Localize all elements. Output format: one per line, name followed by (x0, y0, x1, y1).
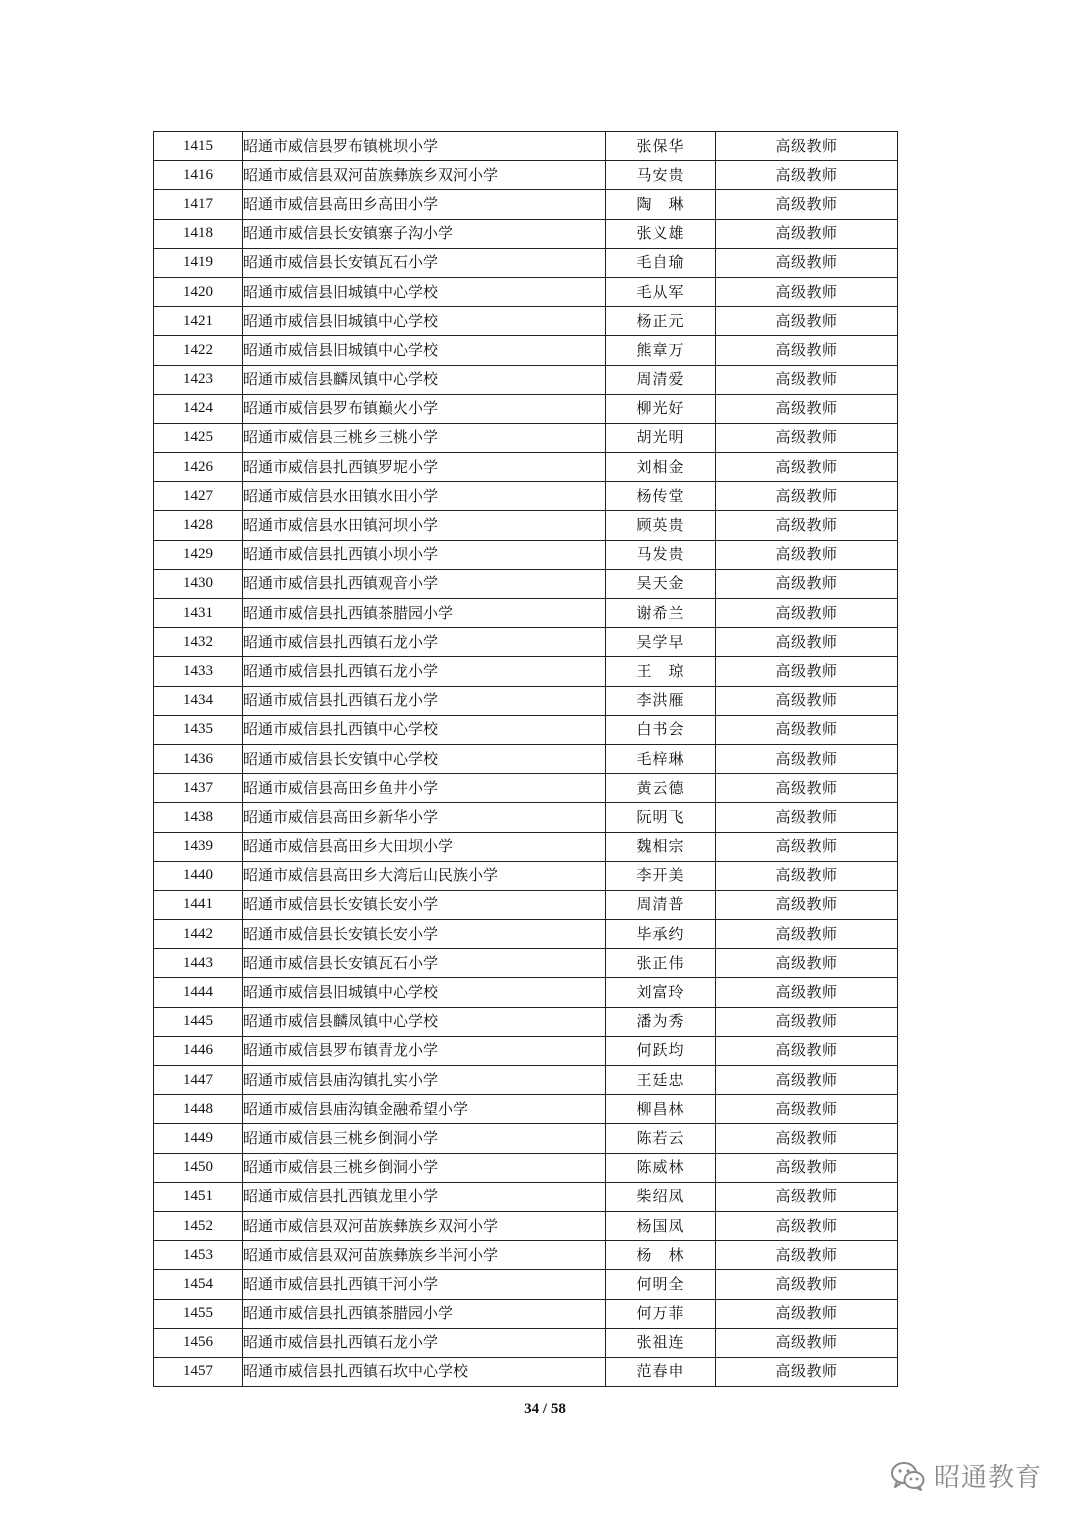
table-row (154, 482, 898, 511)
title-cell: 高级教师 (716, 599, 898, 628)
teacher-name-cell: 马发贵 (606, 540, 716, 569)
table-row (154, 1153, 898, 1182)
table-body (154, 132, 898, 1387)
table-row (154, 307, 898, 336)
title-cell: 高级教师 (716, 1182, 898, 1211)
school-cell: 昭通市威信县长安镇寨子沟小学 (243, 219, 606, 248)
teacher-name-cell: 柳光好 (606, 394, 716, 423)
row-number-cell: 1434 (154, 686, 243, 715)
table-row (154, 511, 898, 540)
school-cell: 昭通市威信县罗布镇巅火小学 (243, 394, 606, 423)
table-row (154, 1182, 898, 1211)
title-cell: 高级教师 (716, 219, 898, 248)
teacher-name-cell: 王廷忠 (606, 1066, 716, 1095)
teacher-name-cell: 李洪雁 (606, 686, 716, 715)
title-cell: 高级教师 (716, 423, 898, 452)
table-row (154, 1299, 898, 1328)
table-row (154, 1357, 898, 1386)
teacher-name-cell: 何万菲 (606, 1299, 716, 1328)
table-row (154, 365, 898, 394)
teacher-name-cell: 熊章万 (606, 336, 716, 365)
table-row (154, 861, 898, 890)
row-number-cell: 1418 (154, 219, 243, 248)
title-cell: 高级教师 (716, 1357, 898, 1386)
table-row (154, 277, 898, 306)
teacher-name-cell: 刘相金 (606, 453, 716, 482)
row-number-cell: 1455 (154, 1299, 243, 1328)
teacher-name-cell: 何明全 (606, 1270, 716, 1299)
row-number-cell: 1444 (154, 978, 243, 1007)
row-number-cell: 1431 (154, 599, 243, 628)
school-cell: 昭通市威信县扎西镇干河小学 (243, 1270, 606, 1299)
row-number-cell: 1416 (154, 161, 243, 190)
title-cell: 高级教师 (716, 744, 898, 773)
title-cell: 高级教师 (716, 394, 898, 423)
school-cell: 昭通市威信县高田乡大田坝小学 (243, 832, 606, 861)
teacher-name-cell: 杨 林 (606, 1241, 716, 1270)
teacher-name-cell: 陶 琳 (606, 190, 716, 219)
school-cell: 昭通市威信县水田镇水田小学 (243, 482, 606, 511)
school-cell: 昭通市威信县罗布镇青龙小学 (243, 1036, 606, 1065)
table-row (154, 920, 898, 949)
row-number-cell: 1419 (154, 248, 243, 277)
teacher-name-cell: 吴学早 (606, 628, 716, 657)
table-row (154, 248, 898, 277)
table-row (154, 1124, 898, 1153)
table-row (154, 774, 898, 803)
table-row (154, 336, 898, 365)
table-row (154, 540, 898, 569)
title-cell: 高级教师 (716, 277, 898, 306)
school-cell: 昭通市威信县麟凤镇中心学校 (243, 1007, 606, 1036)
title-cell: 高级教师 (716, 1095, 898, 1124)
school-cell: 昭通市威信县扎西镇罗坭小学 (243, 453, 606, 482)
row-number-cell: 1449 (154, 1124, 243, 1153)
teacher-name-cell: 毛梓琳 (606, 744, 716, 773)
row-number-cell: 1453 (154, 1241, 243, 1270)
teacher-name-cell: 杨正元 (606, 307, 716, 336)
row-number-cell: 1443 (154, 949, 243, 978)
school-cell: 昭通市威信县双河苗族彝族乡半河小学 (243, 1241, 606, 1270)
row-number-cell: 1417 (154, 190, 243, 219)
teacher-name-cell: 黄云德 (606, 774, 716, 803)
title-cell: 高级教师 (716, 657, 898, 686)
table-row (154, 890, 898, 919)
row-number-cell: 1440 (154, 861, 243, 890)
row-number-cell: 1436 (154, 744, 243, 773)
title-cell: 高级教师 (716, 569, 898, 598)
title-cell: 高级教师 (716, 482, 898, 511)
title-cell: 高级教师 (716, 511, 898, 540)
row-number-cell: 1424 (154, 394, 243, 423)
row-number-cell: 1426 (154, 453, 243, 482)
row-number-cell: 1447 (154, 1066, 243, 1095)
row-number-cell: 1437 (154, 774, 243, 803)
school-cell: 昭通市威信县高田乡大湾后山民族小学 (243, 861, 606, 890)
school-cell: 昭通市威信县长安镇长安小学 (243, 890, 606, 919)
teacher-name-cell: 毛自瑜 (606, 248, 716, 277)
row-number-cell: 1457 (154, 1357, 243, 1386)
school-cell: 昭通市威信县高田乡高田小学 (243, 190, 606, 219)
row-number-cell: 1421 (154, 307, 243, 336)
row-number-cell: 1441 (154, 890, 243, 919)
title-cell: 高级教师 (716, 1007, 898, 1036)
table-row (154, 190, 898, 219)
table-row (154, 132, 898, 161)
school-cell: 昭通市威信县双河苗族彝族乡双河小学 (243, 161, 606, 190)
row-number-cell: 1435 (154, 715, 243, 744)
title-cell: 高级教师 (716, 248, 898, 277)
school-cell: 昭通市威信县庙沟镇金融希望小学 (243, 1095, 606, 1124)
row-number-cell: 1429 (154, 540, 243, 569)
row-number-cell: 1442 (154, 920, 243, 949)
title-cell: 高级教师 (716, 920, 898, 949)
teacher-name-cell: 范春申 (606, 1357, 716, 1386)
teacher-name-cell: 张正伟 (606, 949, 716, 978)
row-number-cell: 1430 (154, 569, 243, 598)
school-cell: 昭通市威信县高田乡新华小学 (243, 803, 606, 832)
school-cell: 昭通市威信县扎西镇中心学校 (243, 715, 606, 744)
row-number-cell: 1422 (154, 336, 243, 365)
watermark-text: 昭通教育 (933, 1463, 1042, 1493)
teacher-name-cell: 周清爱 (606, 365, 716, 394)
title-cell: 高级教师 (716, 365, 898, 394)
school-cell: 昭通市威信县扎西镇龙里小学 (243, 1182, 606, 1211)
row-number-cell: 1428 (154, 511, 243, 540)
teacher-name-cell: 张祖连 (606, 1328, 716, 1357)
page-number: 34 / 58 (524, 1401, 566, 1417)
row-number-cell: 1425 (154, 423, 243, 452)
table-row (154, 1095, 898, 1124)
title-cell: 高级教师 (716, 1036, 898, 1065)
school-cell: 昭通市威信县扎西镇小坝小学 (243, 540, 606, 569)
teacher-name-cell: 刘富玲 (606, 978, 716, 1007)
school-cell: 昭通市威信县旧城镇中心学校 (243, 336, 606, 365)
title-cell: 高级教师 (716, 336, 898, 365)
teacher-name-cell: 李开美 (606, 861, 716, 890)
table-row (154, 1036, 898, 1065)
teacher-name-cell: 柳昌林 (606, 1095, 716, 1124)
wechat-icon (890, 1460, 926, 1492)
row-number-cell: 1433 (154, 657, 243, 686)
title-cell: 高级教师 (716, 978, 898, 1007)
row-number-cell: 1438 (154, 803, 243, 832)
school-cell: 昭通市威信县三桃乡倒洞小学 (243, 1124, 606, 1153)
school-cell: 昭通市威信县庙沟镇扎实小学 (243, 1066, 606, 1095)
row-number-cell: 1446 (154, 1036, 243, 1065)
title-cell: 高级教师 (716, 161, 898, 190)
table-row (154, 161, 898, 190)
teacher-name-cell: 潘为秀 (606, 1007, 716, 1036)
title-cell: 高级教师 (716, 1066, 898, 1095)
table-row (154, 1066, 898, 1095)
title-cell: 高级教师 (716, 628, 898, 657)
title-cell: 高级教师 (716, 715, 898, 744)
title-cell: 高级教师 (716, 890, 898, 919)
title-cell: 高级教师 (716, 1211, 898, 1240)
school-cell: 昭通市威信县长安镇长安小学 (243, 920, 606, 949)
title-cell: 高级教师 (716, 774, 898, 803)
teacher-roster-table (153, 131, 898, 1387)
teacher-name-cell: 吴天金 (606, 569, 716, 598)
row-number-cell: 1420 (154, 277, 243, 306)
title-cell: 高级教师 (716, 1270, 898, 1299)
row-number-cell: 1439 (154, 832, 243, 861)
account-watermark (890, 1457, 1042, 1494)
table-row (154, 744, 898, 773)
row-number-cell: 1432 (154, 628, 243, 657)
teacher-name-cell: 陈若云 (606, 1124, 716, 1153)
row-number-cell: 1454 (154, 1270, 243, 1299)
school-cell: 昭通市威信县高田乡鱼井小学 (243, 774, 606, 803)
table-row (154, 599, 898, 628)
title-cell: 高级教师 (716, 132, 898, 161)
table-row (154, 686, 898, 715)
title-cell: 高级教师 (716, 1299, 898, 1328)
school-cell: 昭通市威信县长安镇中心学校 (243, 744, 606, 773)
school-cell: 昭通市威信县扎西镇石坎中心学校 (243, 1357, 606, 1386)
row-number-cell: 1445 (154, 1007, 243, 1036)
table-row (154, 949, 898, 978)
teacher-name-cell: 毕承约 (606, 920, 716, 949)
title-cell: 高级教师 (716, 453, 898, 482)
title-cell: 高级教师 (716, 1241, 898, 1270)
table-row (154, 628, 898, 657)
teacher-name-cell: 魏相宗 (606, 832, 716, 861)
title-cell: 高级教师 (716, 540, 898, 569)
title-cell: 高级教师 (716, 803, 898, 832)
teacher-name-cell: 杨传堂 (606, 482, 716, 511)
school-cell: 昭通市威信县双河苗族彝族乡双河小学 (243, 1211, 606, 1240)
teacher-name-cell: 胡光明 (606, 423, 716, 452)
title-cell: 高级教师 (716, 686, 898, 715)
teacher-name-cell: 杨国凤 (606, 1211, 716, 1240)
school-cell: 昭通市威信县三桃乡倒洞小学 (243, 1153, 606, 1182)
row-number-cell: 1456 (154, 1328, 243, 1357)
school-cell: 昭通市威信县扎西镇茶腊园小学 (243, 599, 606, 628)
school-cell: 昭通市威信县长安镇瓦石小学 (243, 949, 606, 978)
teacher-name-cell: 马安贵 (606, 161, 716, 190)
school-cell: 昭通市威信县水田镇河坝小学 (243, 511, 606, 540)
school-cell: 昭通市威信县扎西镇茶腊园小学 (243, 1299, 606, 1328)
table-row (154, 1270, 898, 1299)
title-cell: 高级教师 (716, 1328, 898, 1357)
school-cell: 昭通市威信县三桃乡三桃小学 (243, 423, 606, 452)
row-number-cell: 1450 (154, 1153, 243, 1182)
title-cell: 高级教师 (716, 861, 898, 890)
school-cell: 昭通市威信县扎西镇石龙小学 (243, 628, 606, 657)
title-cell: 高级教师 (716, 832, 898, 861)
teacher-name-cell: 顾英贵 (606, 511, 716, 540)
title-cell: 高级教师 (716, 1124, 898, 1153)
table-row (154, 657, 898, 686)
school-cell: 昭通市威信县扎西镇石龙小学 (243, 686, 606, 715)
teacher-name-cell: 谢希兰 (606, 599, 716, 628)
table-row (154, 394, 898, 423)
school-cell: 昭通市威信县扎西镇观音小学 (243, 569, 606, 598)
row-number-cell: 1451 (154, 1182, 243, 1211)
school-cell: 昭通市威信县麟凤镇中心学校 (243, 365, 606, 394)
table-row (154, 219, 898, 248)
row-number-cell: 1427 (154, 482, 243, 511)
table-row (154, 1211, 898, 1240)
teacher-name-cell: 陈威林 (606, 1153, 716, 1182)
teacher-name-cell: 毛从军 (606, 277, 716, 306)
school-cell: 昭通市威信县长安镇瓦石小学 (243, 248, 606, 277)
school-cell: 昭通市威信县扎西镇石龙小学 (243, 657, 606, 686)
teacher-name-cell: 何跃均 (606, 1036, 716, 1065)
teacher-name-cell: 张保华 (606, 132, 716, 161)
row-number-cell: 1452 (154, 1211, 243, 1240)
teacher-name-cell: 白书会 (606, 715, 716, 744)
table-row (154, 1007, 898, 1036)
table-row (154, 715, 898, 744)
teacher-name-cell: 张义雄 (606, 219, 716, 248)
title-cell: 高级教师 (716, 190, 898, 219)
title-cell: 高级教师 (716, 1153, 898, 1182)
school-cell: 昭通市威信县扎西镇石龙小学 (243, 1328, 606, 1357)
table-row (154, 832, 898, 861)
table-row (154, 569, 898, 598)
title-cell: 高级教师 (716, 949, 898, 978)
teacher-name-cell: 柴绍凤 (606, 1182, 716, 1211)
school-cell: 昭通市威信县旧城镇中心学校 (243, 277, 606, 306)
teacher-name-cell: 阮明飞 (606, 803, 716, 832)
teacher-name-cell: 王 琼 (606, 657, 716, 686)
school-cell: 昭通市威信县旧城镇中心学校 (243, 307, 606, 336)
teacher-name-cell: 周清普 (606, 890, 716, 919)
school-cell: 昭通市威信县罗布镇桃坝小学 (243, 132, 606, 161)
table-row (154, 1241, 898, 1270)
title-cell: 高级教师 (716, 307, 898, 336)
row-number-cell: 1423 (154, 365, 243, 394)
row-number-cell: 1448 (154, 1095, 243, 1124)
row-number-cell: 1415 (154, 132, 243, 161)
table-row (154, 803, 898, 832)
table-row (154, 978, 898, 1007)
table-row (154, 1328, 898, 1357)
school-cell: 昭通市威信县旧城镇中心学校 (243, 978, 606, 1007)
table-row (154, 423, 898, 452)
table-row (154, 453, 898, 482)
